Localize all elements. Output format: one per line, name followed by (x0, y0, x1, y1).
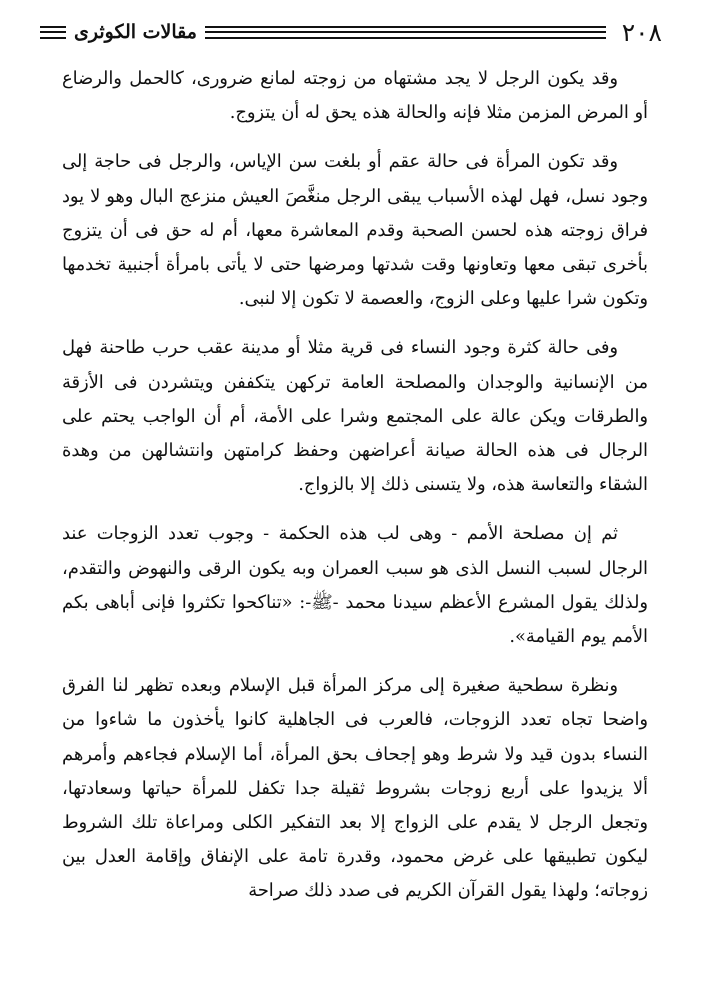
paragraph: وقد يكون الرجل لا يجد مشتهاه من زوجته لمانع ضرورى، كالحمل والرضاع أو المرض المزمن مثلا فإنه والحالة هذه يحق له أن يتزوج. (62, 68, 648, 124)
paragraph: وفى حالة كثرة وجود النساء فى قرية مثلا أو مدينة عقب حرب طاحنة فهل من الإنسانية والوجدان والمصلحة العامة تركهن يتكففن ويتشردن فى الأزقة والطرقات ويكن عالة على المجتمع وشرا على الأمة، أم أن الواجب يحتم على الرجال فى هذه الحالة صيانة أعراضهن وحفظ كرامتهن وانتشالهن من وهدة الشقاء والتعاسة هذه، ولا يتسنى ذلك إلا بالزواج. (62, 337, 648, 496)
page-body (62, 62, 648, 924)
book-title: مقالات الكوثرى (74, 21, 197, 43)
paragraph: ثم إن مصلحة الأمم - وهى لب هذه الحكمة - وجوب تعدد الزوجات عند الرجال لسبب النسل الذى هو سبب العمران وبه يكون الرقى والنهوض والتقدم، ولذلك يقول المشرع الأعظم سيدنا محمد -ﷺ-: «تناكحوا تكثروا فإنى أباهى بكم الأمم يوم القيامة». (62, 523, 648, 648)
paragraph: وقد تكون المرأة فى حالة عقم أو بلغت سن الإياس، والرجل فى حاجة إلى وجود نسل، فهل لهذه الأسباب يبقى الرجل منغَّصَ العيش منزعج البال وهو لا يود فراق زوجته هذه لحسن الصحبة وقدم المعاشرة معها، أم له حق فى أن يتزوج بأخرى تبقى معها وتعاونها وقت شدتها ومرضها حتى لا يأتى بامرأة أجنبية تخدمها وتكون شرا عليها وعلى الزوج، والعصمة لا تكون إلا لنبى. (62, 151, 648, 310)
paragraph: ونظرة سطحية صغيرة إلى مركز المرأة قبل الإسلام وبعده تظهر لنا الفرق واضحا تجاه تعدد الزوجات، فالعرب فى الجاهلية كانوا يأخذون ما شاءوا من النساء بدون قيد ولا شرط وهو إجحاف بحق المرأة، أما الإسلام فجاءهم وأمرهم ألا يزيدوا على أربع زوجات بشروط ثقيلة جدا تكفل للمرأة حياتها وسعادتها، وتجعل الرجل لا يقدم على الزواج إلا بعد التفكير الكلى ومراعاة تلك الشروط ليكون تطبيقها على غرض محمود، وقدرة تامة على الإنفاق وإقامة العدل بين زوجاته؛ ولهذا يقول القرآن الكريم فى صدد ذلك صراحة (62, 675, 648, 902)
header-rule-end (40, 26, 66, 39)
page-header (40, 14, 662, 50)
page-number: ٢٠٨ (621, 17, 662, 47)
header-rule (205, 26, 606, 39)
